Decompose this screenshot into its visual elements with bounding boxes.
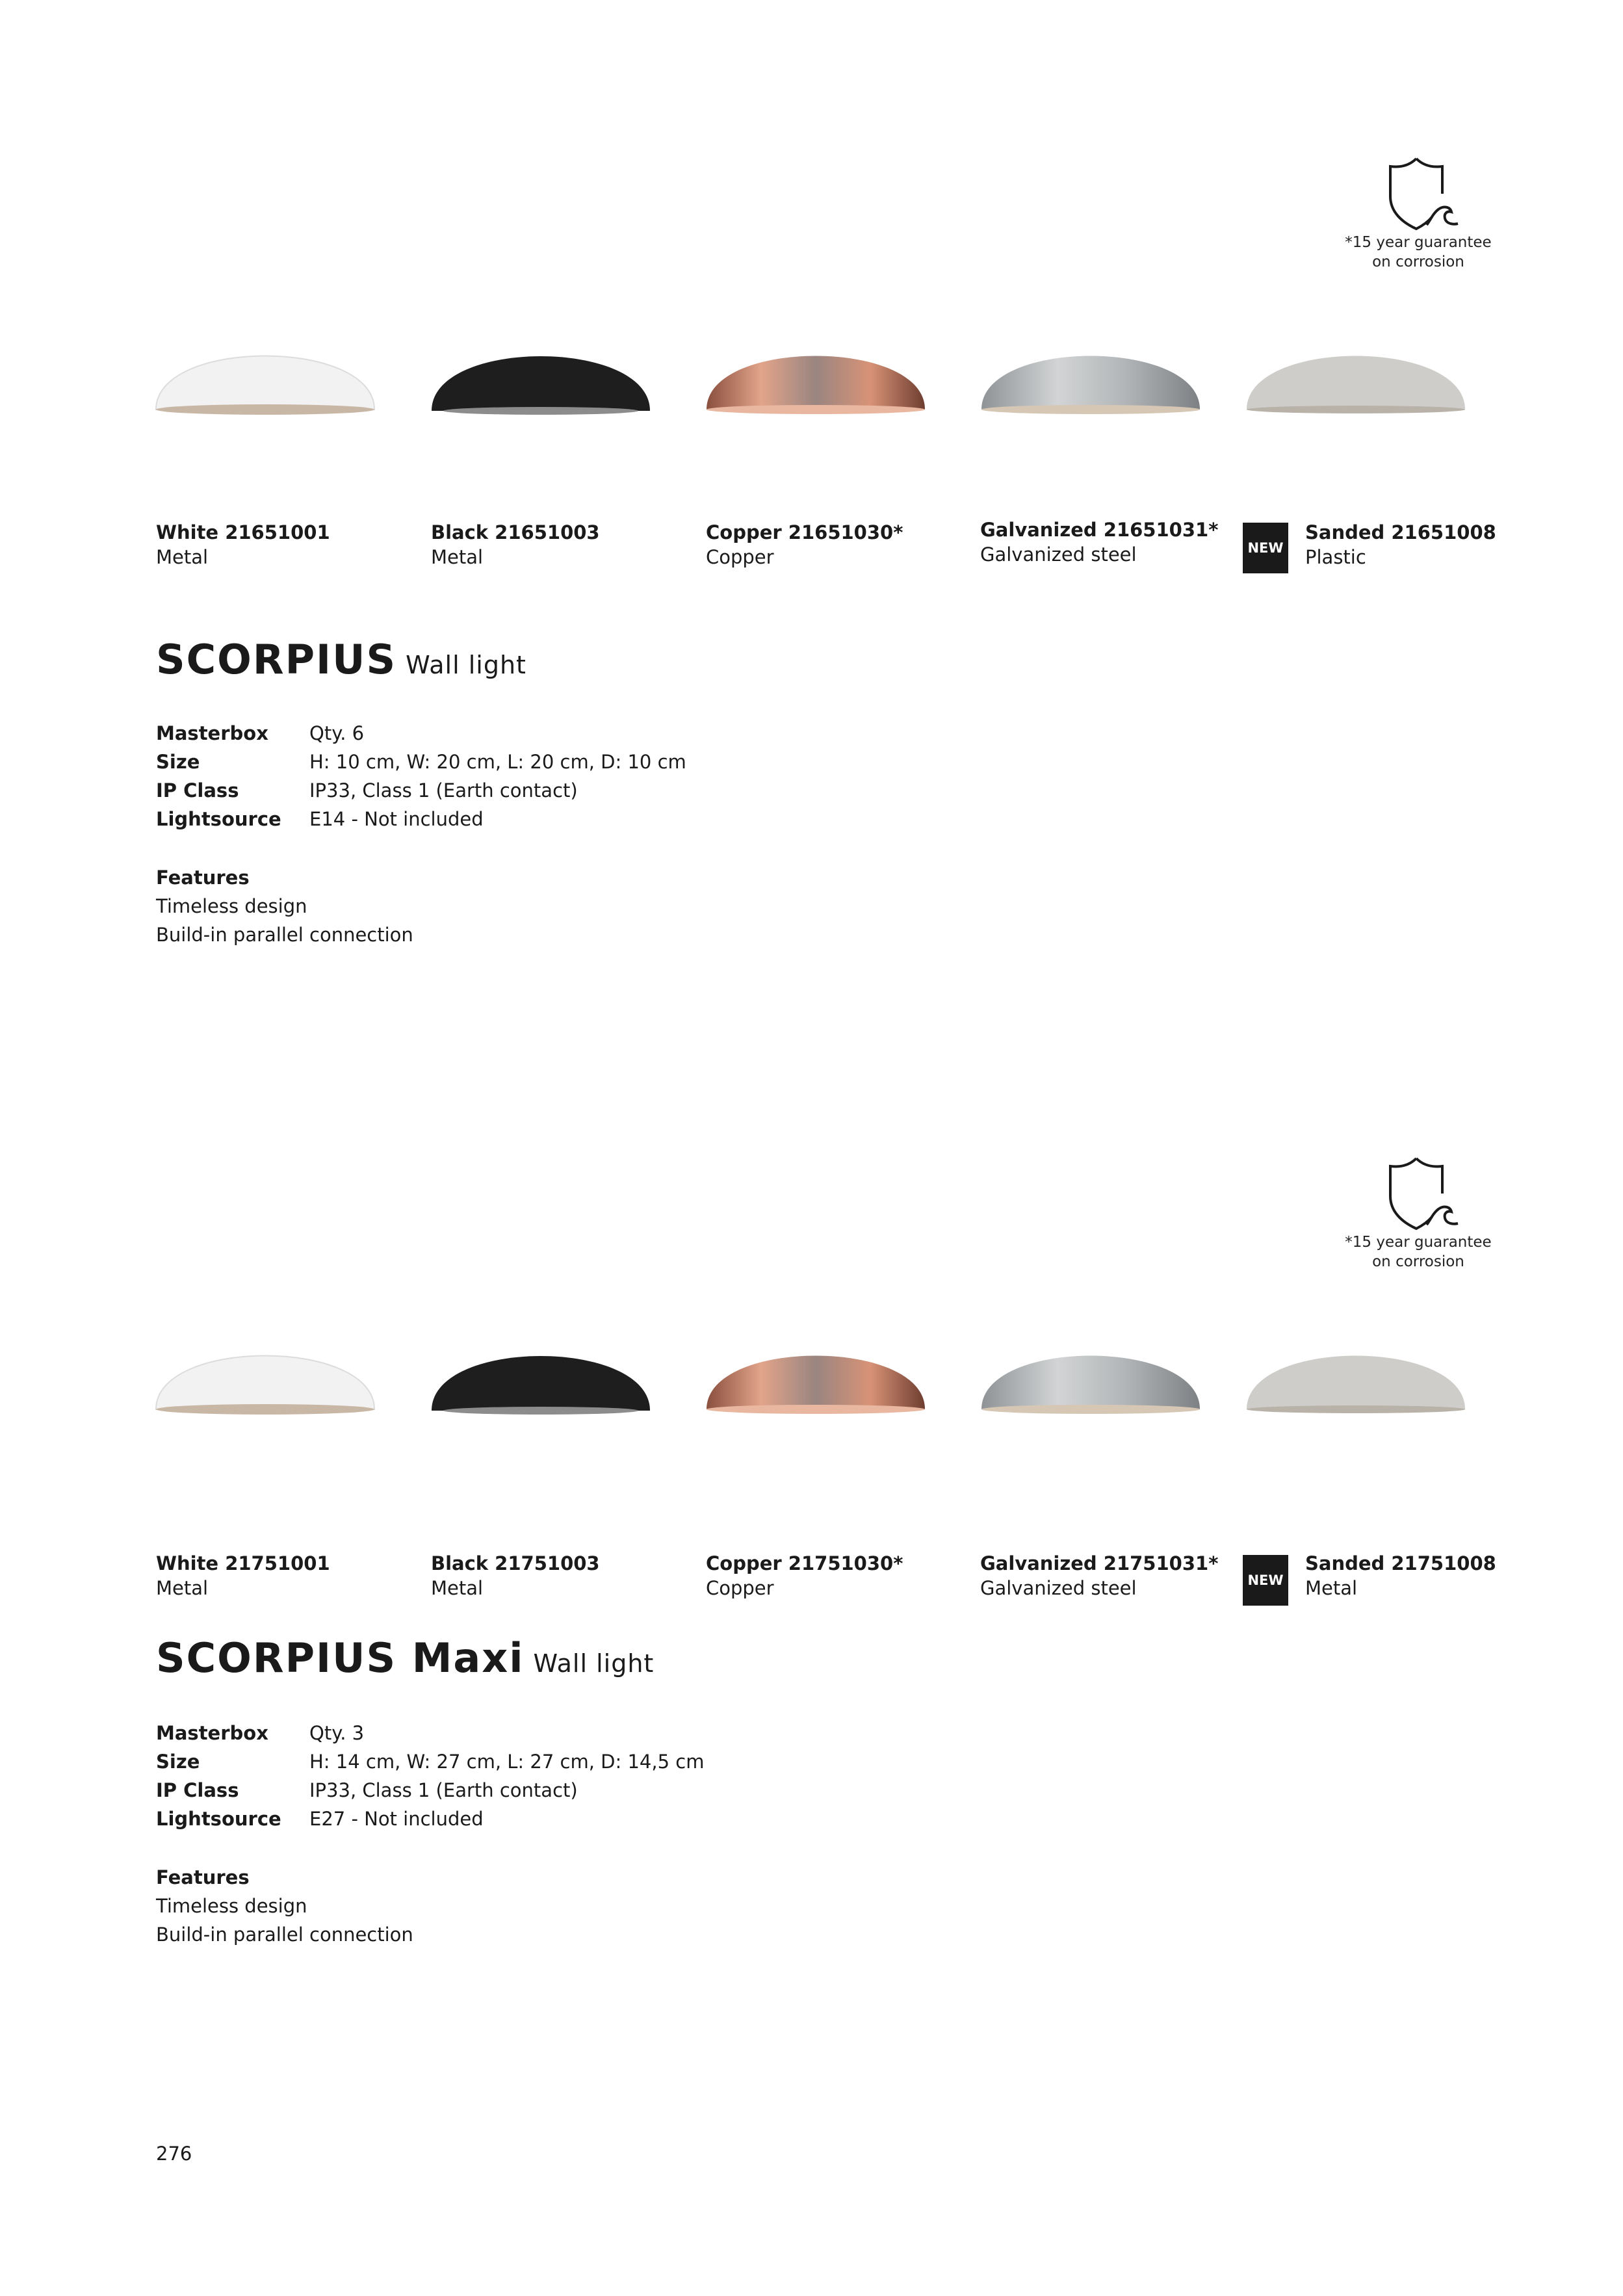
spec-row-ip-class	[156, 776, 686, 805]
lamp-image-galvanized	[980, 1286, 1201, 1481]
corrosion-guarantee-badge	[1340, 1156, 1496, 1272]
dome-lamp-white	[155, 286, 376, 481]
variant-name: White 21651001	[156, 521, 330, 543]
variant-material: Metal	[431, 546, 484, 568]
lamp-image-copper	[705, 1286, 926, 1481]
spec-row-masterbox	[156, 719, 686, 748]
product-title	[156, 1634, 654, 1682]
spec-label: Size	[156, 751, 200, 773]
lamp-image-sanded	[1245, 1286, 1466, 1481]
variant-white	[156, 1551, 403, 1600]
product-name: SCORPIUS Maxi	[156, 1634, 525, 1682]
product-category: Wall light	[533, 1649, 655, 1678]
guarantee-line-1: *15 year guarantee	[1345, 234, 1492, 251]
lamp-image-sanded	[1245, 286, 1466, 481]
variant-name: Copper 21751030*	[706, 1552, 903, 1574]
lamp-image-white	[155, 286, 376, 481]
dome-lamp-sanded	[1245, 286, 1466, 481]
spec-value: IP33, Class 1 (Earth contact)	[309, 1779, 578, 1801]
spec-label: Masterbox	[156, 722, 268, 744]
spec-value: H: 10 cm, W: 20 cm, L: 20 cm, D: 10 cm	[309, 751, 686, 773]
spec-row-size	[156, 748, 686, 776]
spec-value: E27 - Not included	[309, 1808, 484, 1830]
product-name: SCORPIUS	[156, 636, 397, 683]
spec-label: Masterbox	[156, 1722, 268, 1744]
spec-label: IP Class	[156, 1779, 239, 1801]
spec-row-masterbox	[156, 1719, 704, 1747]
variant-material: Plastic	[1305, 546, 1366, 568]
feature-item: Build-in parallel connection	[156, 1924, 413, 1946]
dome-lamp-galvanized	[980, 1286, 1201, 1481]
new-badge: NEW	[1243, 523, 1288, 573]
spec-row-size	[156, 1747, 704, 1776]
lamp-image-white	[155, 1286, 376, 1481]
variant-name: Galvanized 21651031*	[980, 519, 1219, 541]
spec-value: IP33, Class 1 (Earth contact)	[309, 779, 578, 802]
spec-label: Size	[156, 1751, 200, 1773]
lamp-image-black	[430, 286, 651, 481]
features-list	[156, 1863, 413, 1949]
spec-label: Lightsource	[156, 808, 281, 830]
variant-material: Metal	[1305, 1577, 1358, 1599]
features-heading: Features	[156, 1866, 250, 1888]
spec-value: H: 14 cm, W: 27 cm, L: 27 cm, D: 14,5 cm	[309, 1751, 705, 1773]
variant-black	[431, 1551, 678, 1600]
dome-lamp-sanded	[1245, 1286, 1466, 1481]
variant-name: Copper 21651030*	[706, 521, 903, 543]
dome-lamp-copper	[705, 1286, 926, 1481]
variant-material: Galvanized steel	[980, 543, 1137, 566]
spec-table	[156, 719, 686, 833]
dome-lamp-black	[430, 1286, 651, 1481]
guarantee-line-2: on corrosion	[1372, 254, 1464, 270]
dome-lamp-white	[155, 1286, 376, 1481]
variant-copper	[706, 520, 953, 569]
variant-galvanized	[980, 517, 1227, 567]
spec-table	[156, 1719, 704, 1833]
dome-lamp-black	[430, 286, 651, 481]
spec-value: E14 - Not included	[309, 808, 484, 830]
lamp-image-black	[430, 1286, 651, 1481]
variant-name: Sanded 21651008	[1305, 521, 1496, 543]
variant-copper	[706, 1551, 953, 1600]
variant-material: Copper	[706, 1577, 774, 1599]
guarantee-line-1: *15 year guarantee	[1345, 1234, 1492, 1251]
variant-name: Galvanized 21751031*	[980, 1552, 1219, 1574]
variant-galvanized	[980, 1551, 1227, 1600]
feature-item: Build-in parallel connection	[156, 924, 413, 946]
page-number: 276	[156, 2143, 192, 2165]
spec-row-lightsource	[156, 1805, 704, 1833]
variant-material: Galvanized steel	[980, 1577, 1137, 1599]
feature-item: Timeless design	[156, 895, 307, 917]
guarantee-line-2: on corrosion	[1372, 1253, 1464, 1270]
dome-lamp-galvanized	[980, 286, 1201, 481]
shield-wave-icon	[1376, 1156, 1461, 1233]
new-badge: NEW	[1243, 1555, 1288, 1606]
variant-material: Metal	[431, 1577, 484, 1599]
lamp-image-copper	[705, 286, 926, 481]
feature-item: Timeless design	[156, 1895, 307, 1917]
variant-name: White 21751001	[156, 1552, 330, 1574]
spec-row-ip-class	[156, 1776, 704, 1805]
variant-white	[156, 520, 403, 569]
spec-value: Qty. 6	[309, 722, 365, 744]
spec-label: IP Class	[156, 779, 239, 802]
product-title	[156, 636, 526, 683]
variant-sanded	[1305, 1551, 1552, 1600]
variant-name: Black 21751003	[431, 1552, 600, 1574]
dome-lamp-copper	[705, 286, 926, 481]
variant-material: Copper	[706, 546, 774, 568]
variant-material: Metal	[156, 546, 209, 568]
product-category: Wall light	[406, 651, 526, 679]
variant-material: Metal	[156, 1577, 209, 1599]
features-list	[156, 863, 413, 949]
features-heading: Features	[156, 867, 250, 889]
lamp-image-galvanized	[980, 286, 1201, 481]
variant-name: Black 21651003	[431, 521, 600, 543]
spec-row-lightsource	[156, 805, 686, 833]
variant-name: Sanded 21751008	[1305, 1552, 1496, 1574]
shield-wave-icon	[1376, 156, 1461, 233]
spec-value: Qty. 3	[309, 1722, 365, 1744]
variant-black	[431, 520, 678, 569]
corrosion-guarantee-badge	[1340, 156, 1496, 272]
variant-sanded	[1305, 520, 1552, 569]
spec-label: Lightsource	[156, 1808, 281, 1830]
